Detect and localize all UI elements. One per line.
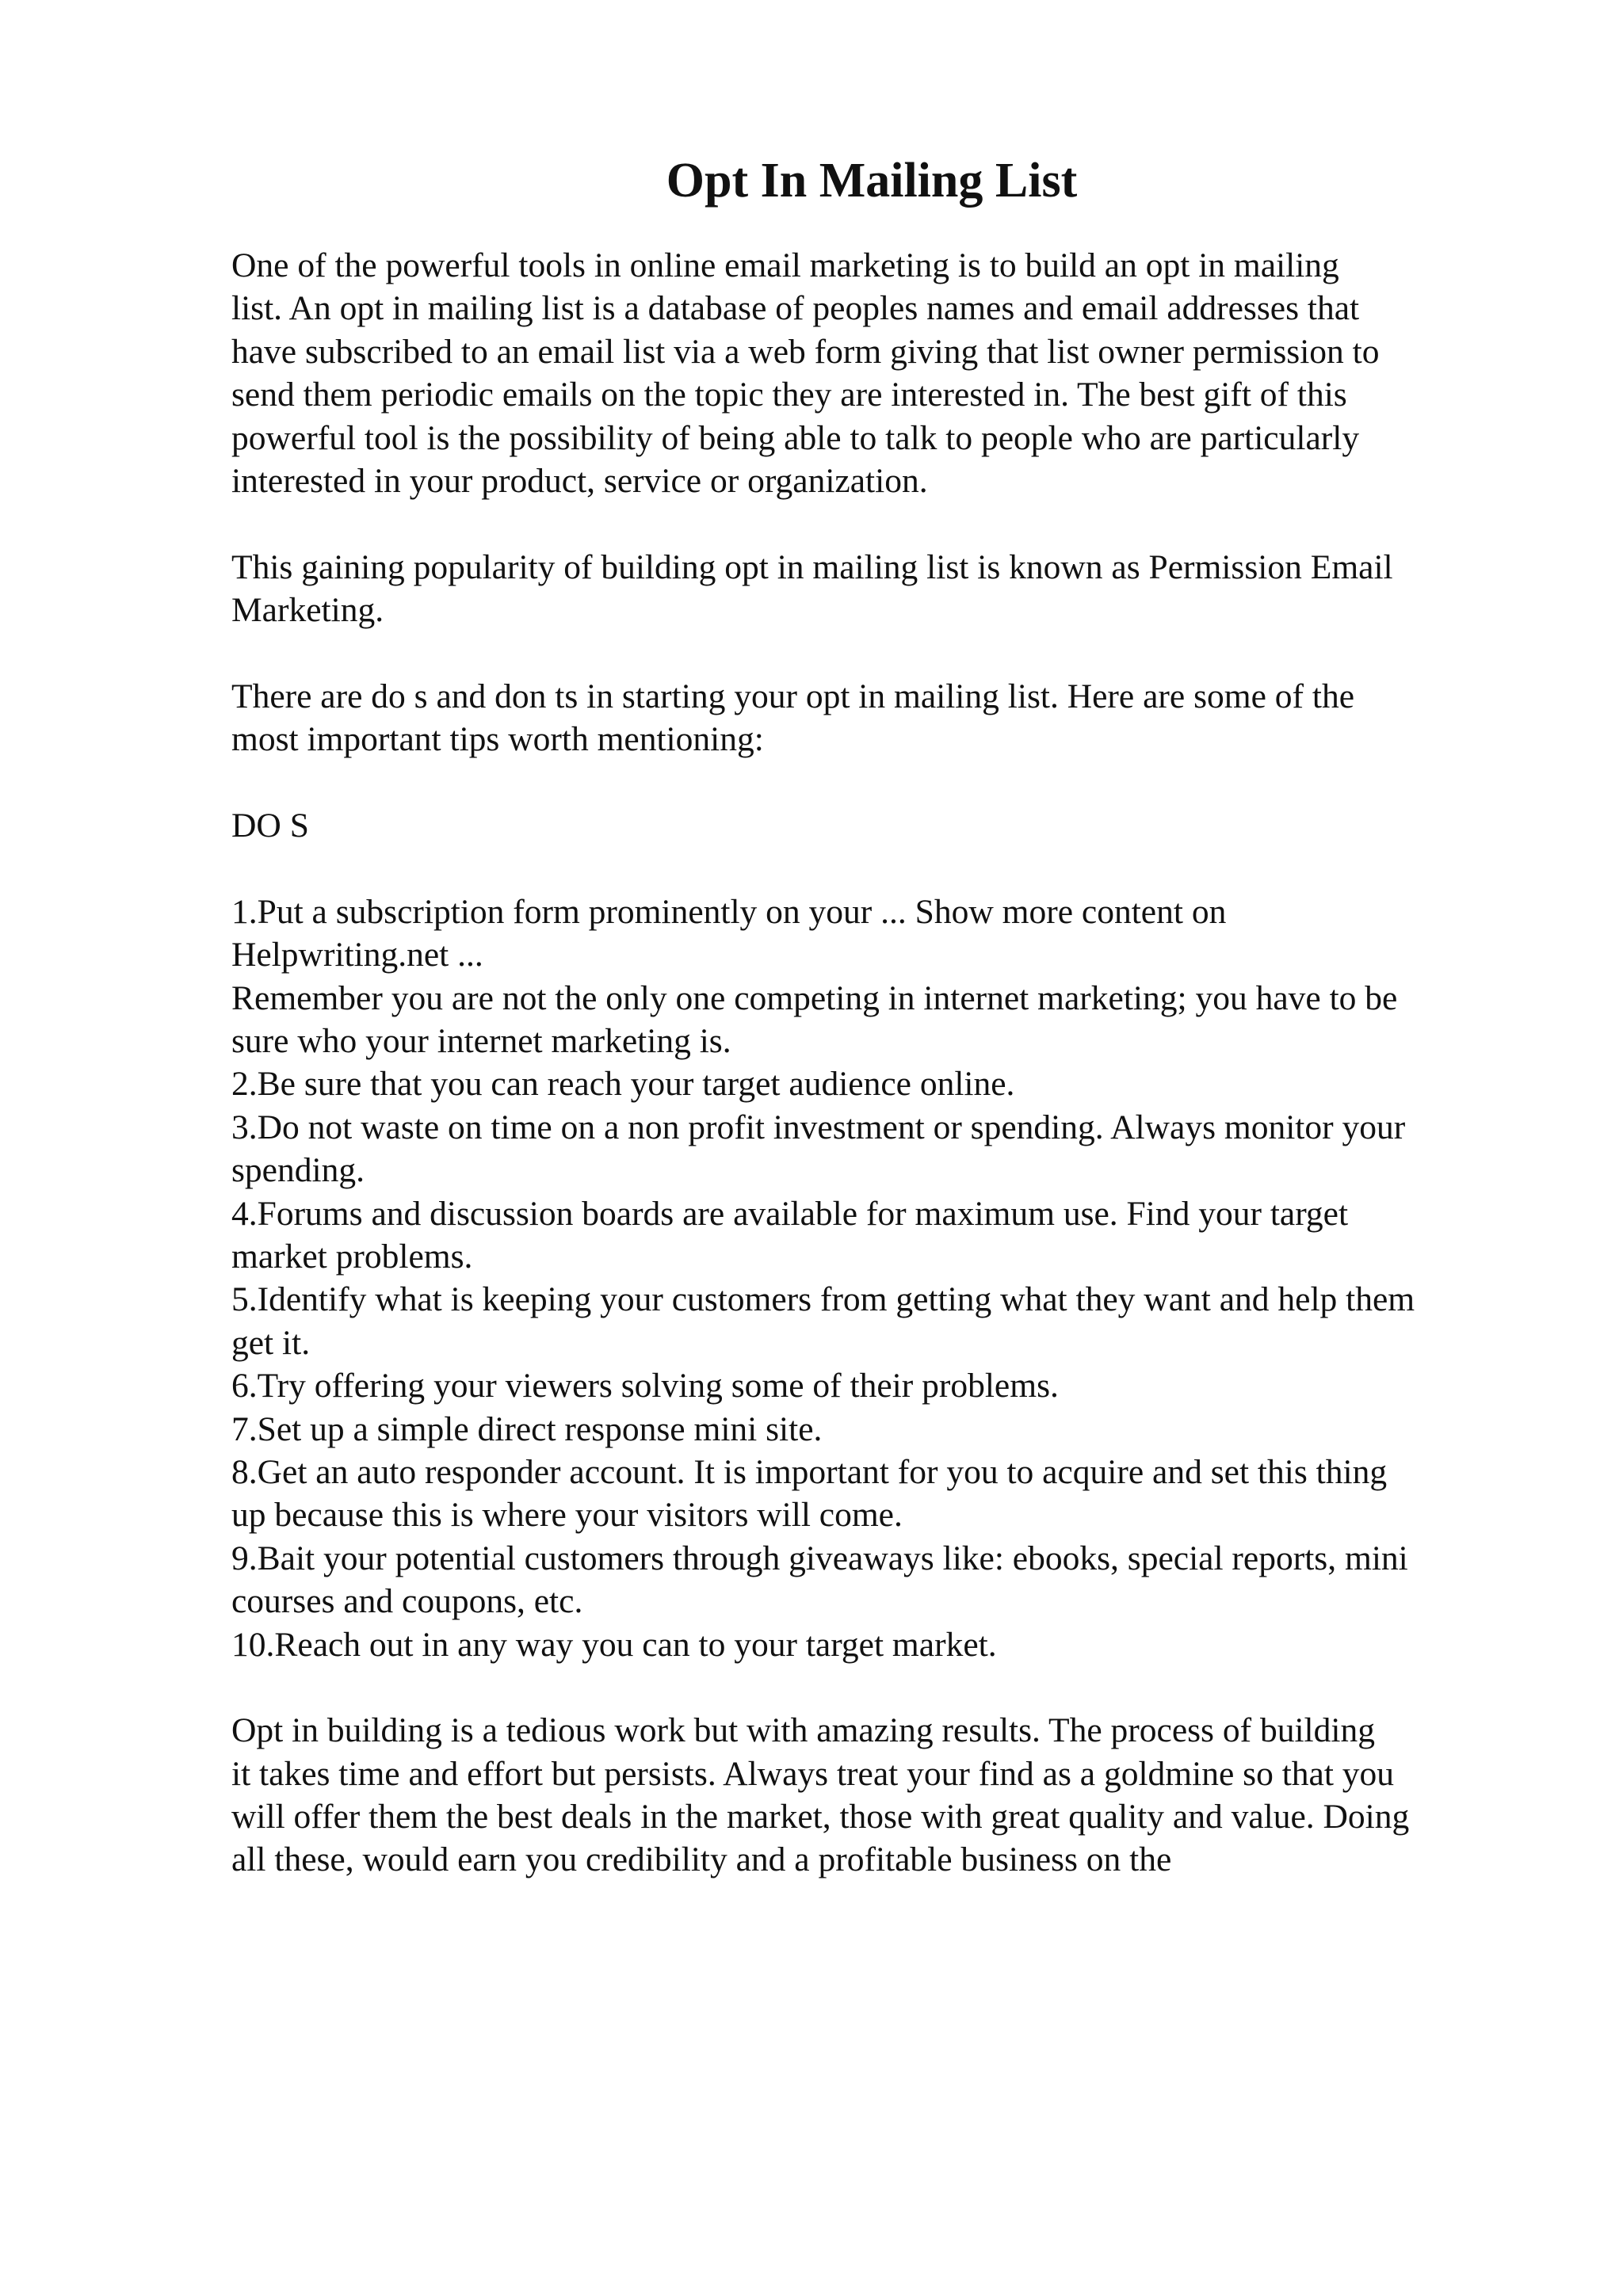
text-line: This gaining popularity of building opt in mailing list is known as Permission Email <box>231 547 1393 586</box>
text-line: interested in your product, service or organization. <box>231 461 928 500</box>
list-item: Helpwriting.net ... <box>231 936 483 974</box>
text-line: will offer them the best deals in the market, those with great quality and value. Doing <box>231 1798 1410 1836</box>
page-title: Opt In Mailing List <box>666 154 1078 208</box>
text-line: There are do s and don ts in starting your opt in mailing list. Here are some of the <box>231 677 1355 715</box>
list-item: 9.Bait your potential customers through giveaways like: ebooks, special reports, mini <box>231 1539 1408 1577</box>
list-item: market problems. <box>231 1237 473 1276</box>
paragraph-gap <box>231 847 1531 890</box>
list-item: 4.Forums and discussion boards are available for maximum use. Find your target <box>231 1194 1349 1233</box>
tips-list <box>231 891 1531 1666</box>
document-body <box>231 244 1531 1882</box>
permission-paragraph <box>231 546 1531 632</box>
list-item: 1.Put a subscription form prominently on your ... Show more content on <box>231 892 1227 931</box>
text-line: have subscribed to an email list via a web form giving that list owner permission to <box>231 332 1380 371</box>
dos-heading: DO S <box>231 807 309 845</box>
text-line: Marketing. <box>231 591 384 630</box>
list-item: 6.Try offering your viewers solving some of their problems. <box>231 1367 1059 1405</box>
list-item: 7.Set up a simple direct response mini site. <box>231 1409 823 1448</box>
text-line: send them periodic emails on the topic they are interested in. The best gift of this <box>231 376 1347 414</box>
list-item: get it. <box>231 1323 311 1362</box>
text-line: all these, would earn you credibility and a profitable business on the <box>231 1840 1172 1879</box>
paragraph-gap <box>231 502 1531 545</box>
text-line: it takes time and effort but persists. Always treat your find as a goldmine so that you <box>231 1754 1395 1793</box>
paragraph-gap <box>231 1666 1531 1709</box>
paragraph-gap <box>231 761 1531 804</box>
text-line: list. An opt in mailing list is a database of peoples names and email addresses that <box>231 289 1360 328</box>
text-line: powerful tool is the possibility of being able to talk to people who are particularly <box>231 418 1360 457</box>
list-item: courses and coupons, etc. <box>231 1582 583 1621</box>
list-item: 5.Identify what is keeping your customers from getting what they want and help them <box>231 1280 1415 1319</box>
list-item: Remember you are not the only one competing in internet marketing; you have to be <box>231 978 1398 1017</box>
text-line: most important tips worth mentioning: <box>231 720 764 759</box>
intro-paragraph <box>231 244 1531 502</box>
list-item: 10.Reach out in any way you can to your target market. <box>231 1625 997 1664</box>
list-item: 2.Be sure that you can reach your target audience online. <box>231 1065 1015 1104</box>
paragraph-gap <box>231 632 1531 675</box>
text-line: Opt in building is a tedious work but with amazing results. The process of building <box>231 1711 1375 1750</box>
closing-paragraph <box>231 1709 1531 1882</box>
tips-intro-paragraph <box>231 675 1531 761</box>
list-item: 3.Do not waste on time on a non profit investment or spending. Always monitor your <box>231 1108 1406 1146</box>
list-item: sure who your internet marketing is. <box>231 1022 731 1061</box>
text-line: One of the powerful tools in online email marketing is to build an opt in mailing <box>231 246 1339 284</box>
list-item: 8.Get an auto responder account. It is important for you to acquire and set this thing <box>231 1452 1388 1491</box>
list-item: up because this is where your visitors will come. <box>231 1496 903 1535</box>
list-item: spending. <box>231 1151 365 1190</box>
